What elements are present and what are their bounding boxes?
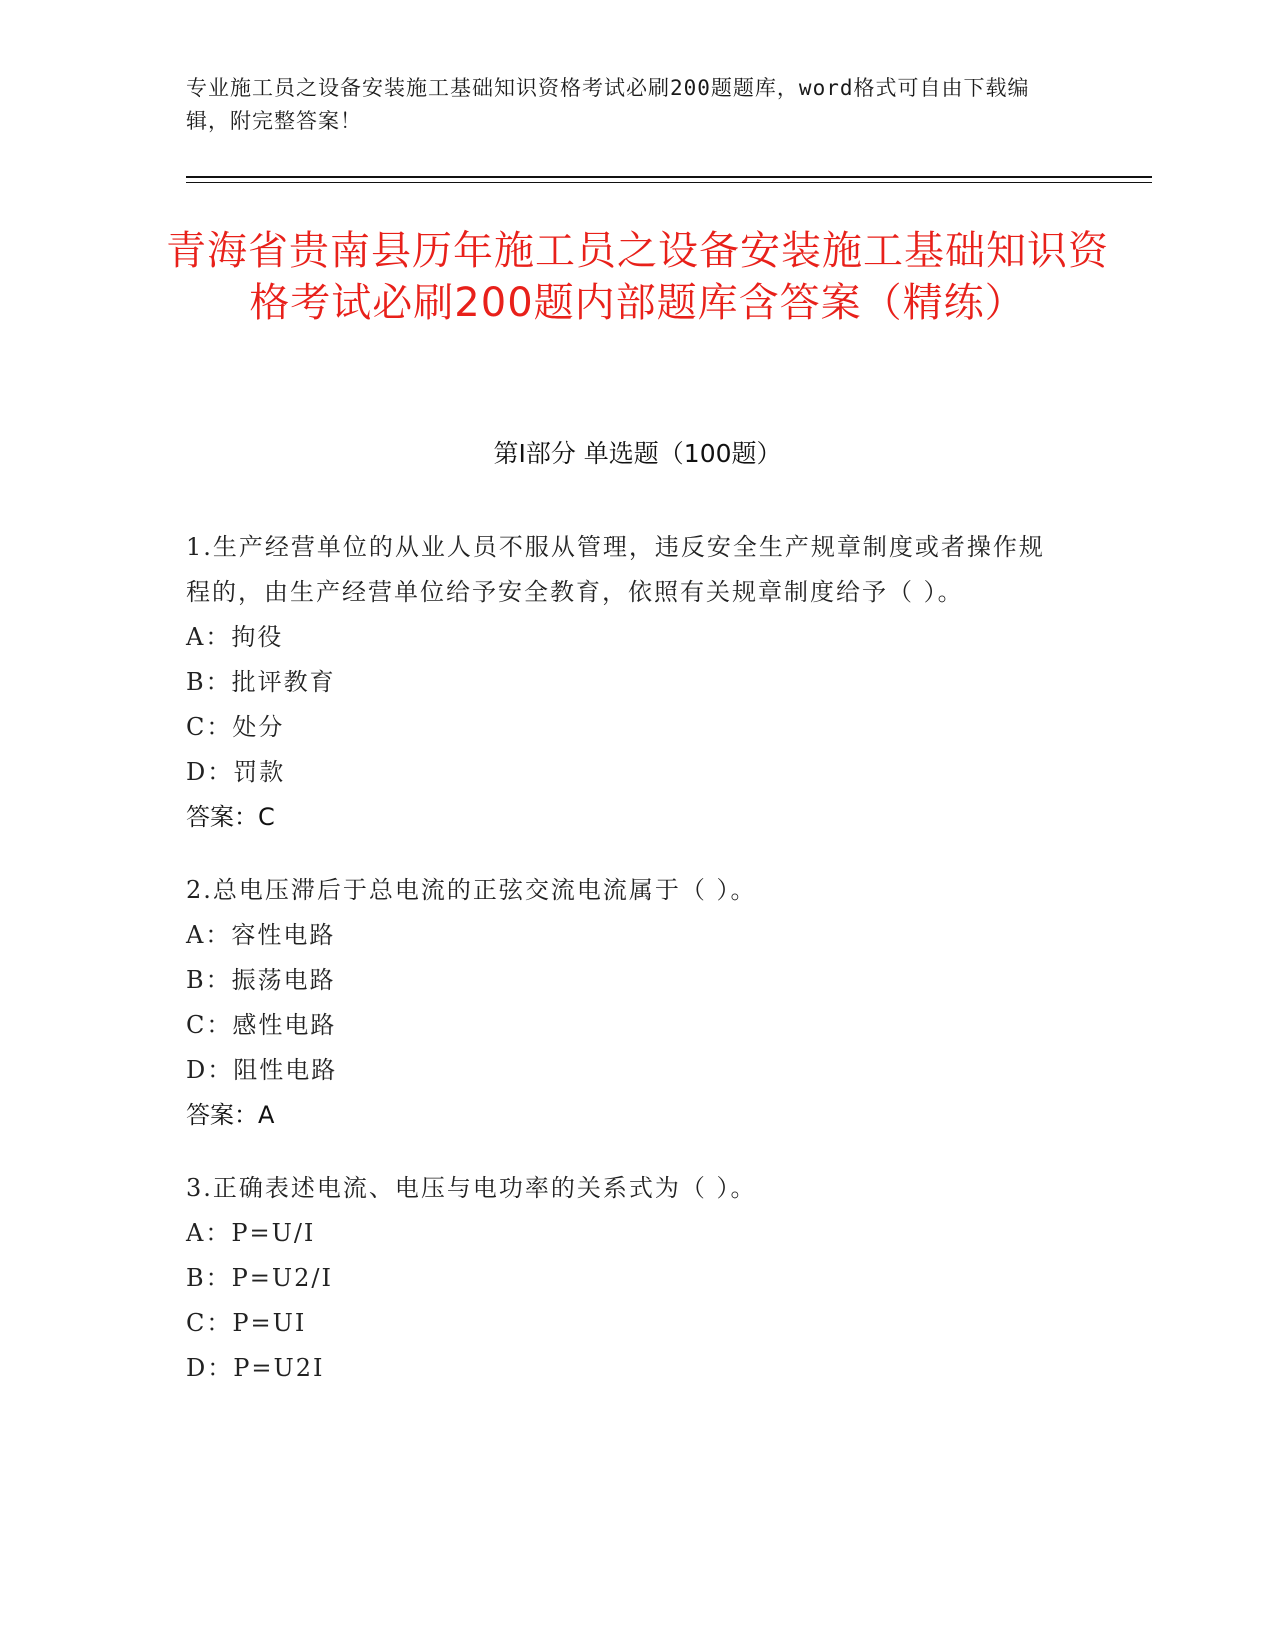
header-rule-thin [186,182,1152,183]
header-note: 专业施工员之设备安装施工基础知识资格考试必刷200题题库，word格式可自由下载编辑，附完整答案！ [186,76,1030,133]
option-a: A：拘役 [186,623,284,651]
answer: 答案：C [186,803,275,831]
question-list [186,525,1066,1419]
option-b: B：P=U2/I [186,1264,333,1292]
answer: 答案：A [186,1101,275,1129]
question-1 [186,525,1066,840]
option-d: D：罚款 [186,758,286,786]
option-b: B：批评教育 [186,668,336,696]
option-a: A：容性电路 [186,921,336,949]
question-stem: 3.正确表述电流、电压与电功率的关系式为（ ）。 [186,1174,757,1202]
option-c: C：P=UI [186,1309,307,1337]
question-2 [186,868,1066,1138]
header-rule-thick [186,176,1152,178]
option-a: A：P=U/I [186,1219,316,1247]
option-c: C：处分 [186,713,285,741]
document-title: 青海省贵南县历年施工员之设备安装施工基础知识资格考试必刷200题内部题库含答案（精练） [166,228,1109,326]
question-stem: 1.生产经营单位的从业人员不服从管理，违反安全生产规章制度或者操作规程的，由生产经营单位给予安全教育，依照有关规章制度给予（ ）。 [186,533,1045,606]
question-3 [186,1166,1066,1391]
option-c: C：感性电路 [186,1011,337,1039]
option-d: D：阻性电路 [186,1056,338,1084]
question-stem: 2.总电压滞后于总电流的正弦交流电流属于（ ）。 [186,876,757,904]
section-title: 第Ⅰ部分 单选题（100题） [493,439,782,468]
option-d: D：P=U2I [186,1354,325,1382]
option-b: B：振荡电路 [186,966,336,994]
